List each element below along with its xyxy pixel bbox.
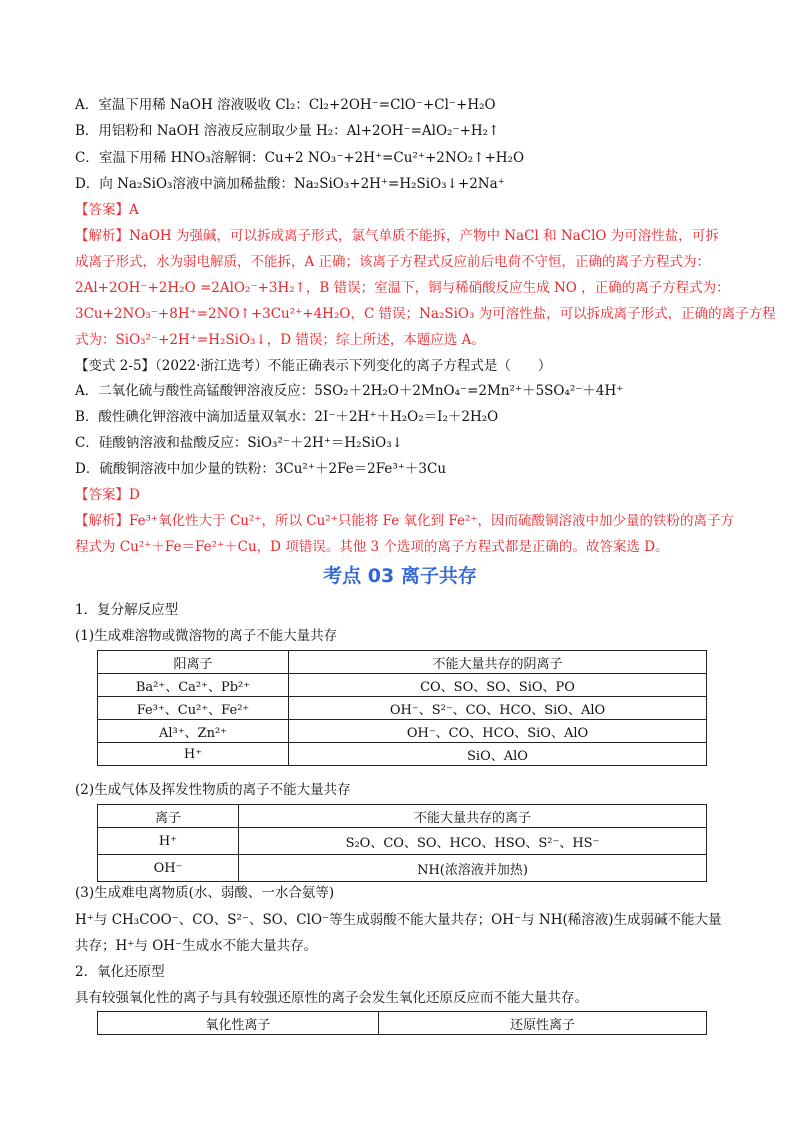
part2-desc: 具有较强氧化性的离子与具有较强还原性的离子会发生氧化还原反应而不能大量共存。 (75, 990, 588, 1006)
variant-option-c: C．硅酸钠溶液和盐酸反应：SiO₃²⁻＋2H⁺＝H₂SiO₃↓ (75, 435, 403, 451)
analysis-line: 式为：SiO₃²⁻+2H⁺=H₂SiO₃↓，D 错误；综上所述，本题应选 A。 (75, 332, 485, 348)
analysis-line: 成离子形式，水为弱电解质，不能拆，A 正确；该离子方程式反应前后电荷不守恒，正确的离子方程式为： (75, 254, 711, 270)
part1-title: 1．复分解反应型 (75, 602, 179, 618)
table-cell: Al³⁺、Zn²⁺ (98, 720, 289, 743)
analysis-line: 程式为 Cu²⁺＋Fe＝Fe²⁺＋Cu，D 项错误。其他 3 个选项的离子方程式都是正确的。故答案选 D。 (75, 539, 669, 555)
table-header-cell: 不能大量共存的阴离子 (289, 651, 707, 674)
table-cell: SiO、AlO (289, 743, 707, 766)
part1-sub1: (1)生成难溶物或微溶物的离子不能大量共存 (75, 628, 338, 644)
table-cell: OH⁻、CO、HCO、SiO、AlO (289, 720, 707, 743)
variant-title: 【变式 2-5】（2022·浙江选考）不能正确表示下列变化的离子方程式是（ ） (75, 358, 552, 374)
table-cell: NH(浓溶液并加热) (239, 855, 707, 882)
table-row (98, 720, 707, 743)
table-header-row (98, 805, 707, 828)
table-cell: H⁺ (98, 828, 239, 855)
gas-table (97, 804, 707, 882)
table-header-cell: 离子 (98, 805, 239, 828)
variant-option-d: D．硫酸铜溶液中加少量的铁粉：3Cu²⁺＋2Fe＝2Fe³⁺＋3Cu (75, 461, 447, 477)
table-cell: OH⁻、S²⁻、CO、HCO、SiO、AlO (289, 697, 707, 720)
table-header-cell: 氧化性离子 (98, 1012, 379, 1035)
table-header-cell: 还原性离子 (379, 1012, 707, 1035)
option-c: C．室温下用稀 HNO₃溶解铜：Cu+2 NO₃⁻+2H⁺=Cu²⁺+2NO₂↑+H₂O (75, 150, 525, 166)
option-b: B．用铝粉和 NaOH 溶液反应制取少量 H₂：Al+2OH⁻=AlO₂⁻+H₂↑ (75, 123, 500, 139)
table-row (98, 828, 707, 855)
variant-option-b: B．酸性碘化钾溶液中滴加适量双氧水：2I⁻＋2H⁺＋H₂O₂＝I₂＋2H₂O (75, 409, 499, 425)
analysis-line: 【解析】NaOH 为强碱，可以拆成离子形式，氯气单质不能拆，产物中 NaCl 和 NaClO 为可溶性盐，可拆 (75, 228, 719, 244)
analysis-line: 【解析】Fe³⁺氧化性大于 Cu²⁺，所以 Cu²⁺只能将 Fe 氧化到 Fe²⁺，因而硫酸铜溶液中加少量的铁粉的离子方 (75, 513, 735, 529)
table-cell: OH⁻ (98, 855, 239, 882)
answer-tag: 【答案】D (75, 487, 140, 503)
table-header-cell: 不能大量共存的离子 (239, 805, 707, 828)
table-cell: Ba²⁺、Ca²⁺、Pb²⁺ (98, 674, 289, 697)
part1-para: H⁺与 CH₃COO⁻、CO、S²⁻、SO、ClO⁻等生成弱酸不能大量共存；OH⁻与 NH(稀溶液)生成弱碱不能大量 (75, 912, 722, 928)
option-a: A．室温下用稀 NaOH 溶液吸收 Cl₂：Cl₂+2OH⁻=ClO⁻+Cl⁻+H₂O (75, 97, 496, 113)
analysis-line: 2Al+2OH⁻+2H₂O =2AlO₂⁻+3H₂↑，B 错误；室温下，铜与稀硝酸反应生成 NO ，正确的离子方程式为： (75, 280, 730, 296)
table-header-row (98, 1012, 707, 1035)
table-cell: Fe³⁺、Cu²⁺、Fe²⁺ (98, 697, 289, 720)
table-header-row (98, 651, 707, 674)
analysis-line: 3Cu+2NO₃⁻+8H⁺=2NO↑+3Cu²⁺+4H₂O，C 错误；Na₂SiO₃ 为可溶性盐，可以拆成离子形式，正确的离子方程 (75, 306, 776, 322)
part2-title: 2．氧化还原型 (75, 964, 165, 980)
part1-sub3: (3)生成难电离物质(水、弱酸、一水合氨等) (75, 885, 335, 901)
table-row (98, 674, 707, 697)
table-row (98, 697, 707, 720)
section-heading: 考点 03 离子共存 (323, 565, 477, 587)
precipitate-table (97, 650, 707, 766)
answer-tag: 【答案】A (75, 202, 139, 218)
part1-sub2: (2)生成气体及挥发性物质的离子不能大量共存 (75, 782, 351, 798)
option-d: D．向 Na₂SiO₃溶液中滴加稀盐酸：Na₂SiO₃+2H⁺=H₂SiO₃↓+2Na⁺ (75, 176, 505, 192)
part1-para: 共存；H⁺与 OH⁻生成水不能大量共存。 (75, 938, 318, 954)
redox-table (97, 1011, 707, 1035)
table-cell: CO、SO、SO、SiO、PO (289, 674, 707, 697)
table-row (98, 743, 707, 766)
variant-option-a: A．二氧化硫与酸性高锰酸钾溶液反应：5SO₂＋2H₂O＋2MnO₄⁻=2Mn²⁺＋5SO₄²⁻＋4H⁺ (75, 383, 624, 399)
table-cell: S₂O、CO、SO、HCO、HSO、S²⁻、HS⁻ (239, 828, 707, 855)
table-cell: H⁺ (98, 743, 289, 766)
table-header-cell: 阳离子 (98, 651, 289, 674)
table-row (98, 855, 707, 882)
